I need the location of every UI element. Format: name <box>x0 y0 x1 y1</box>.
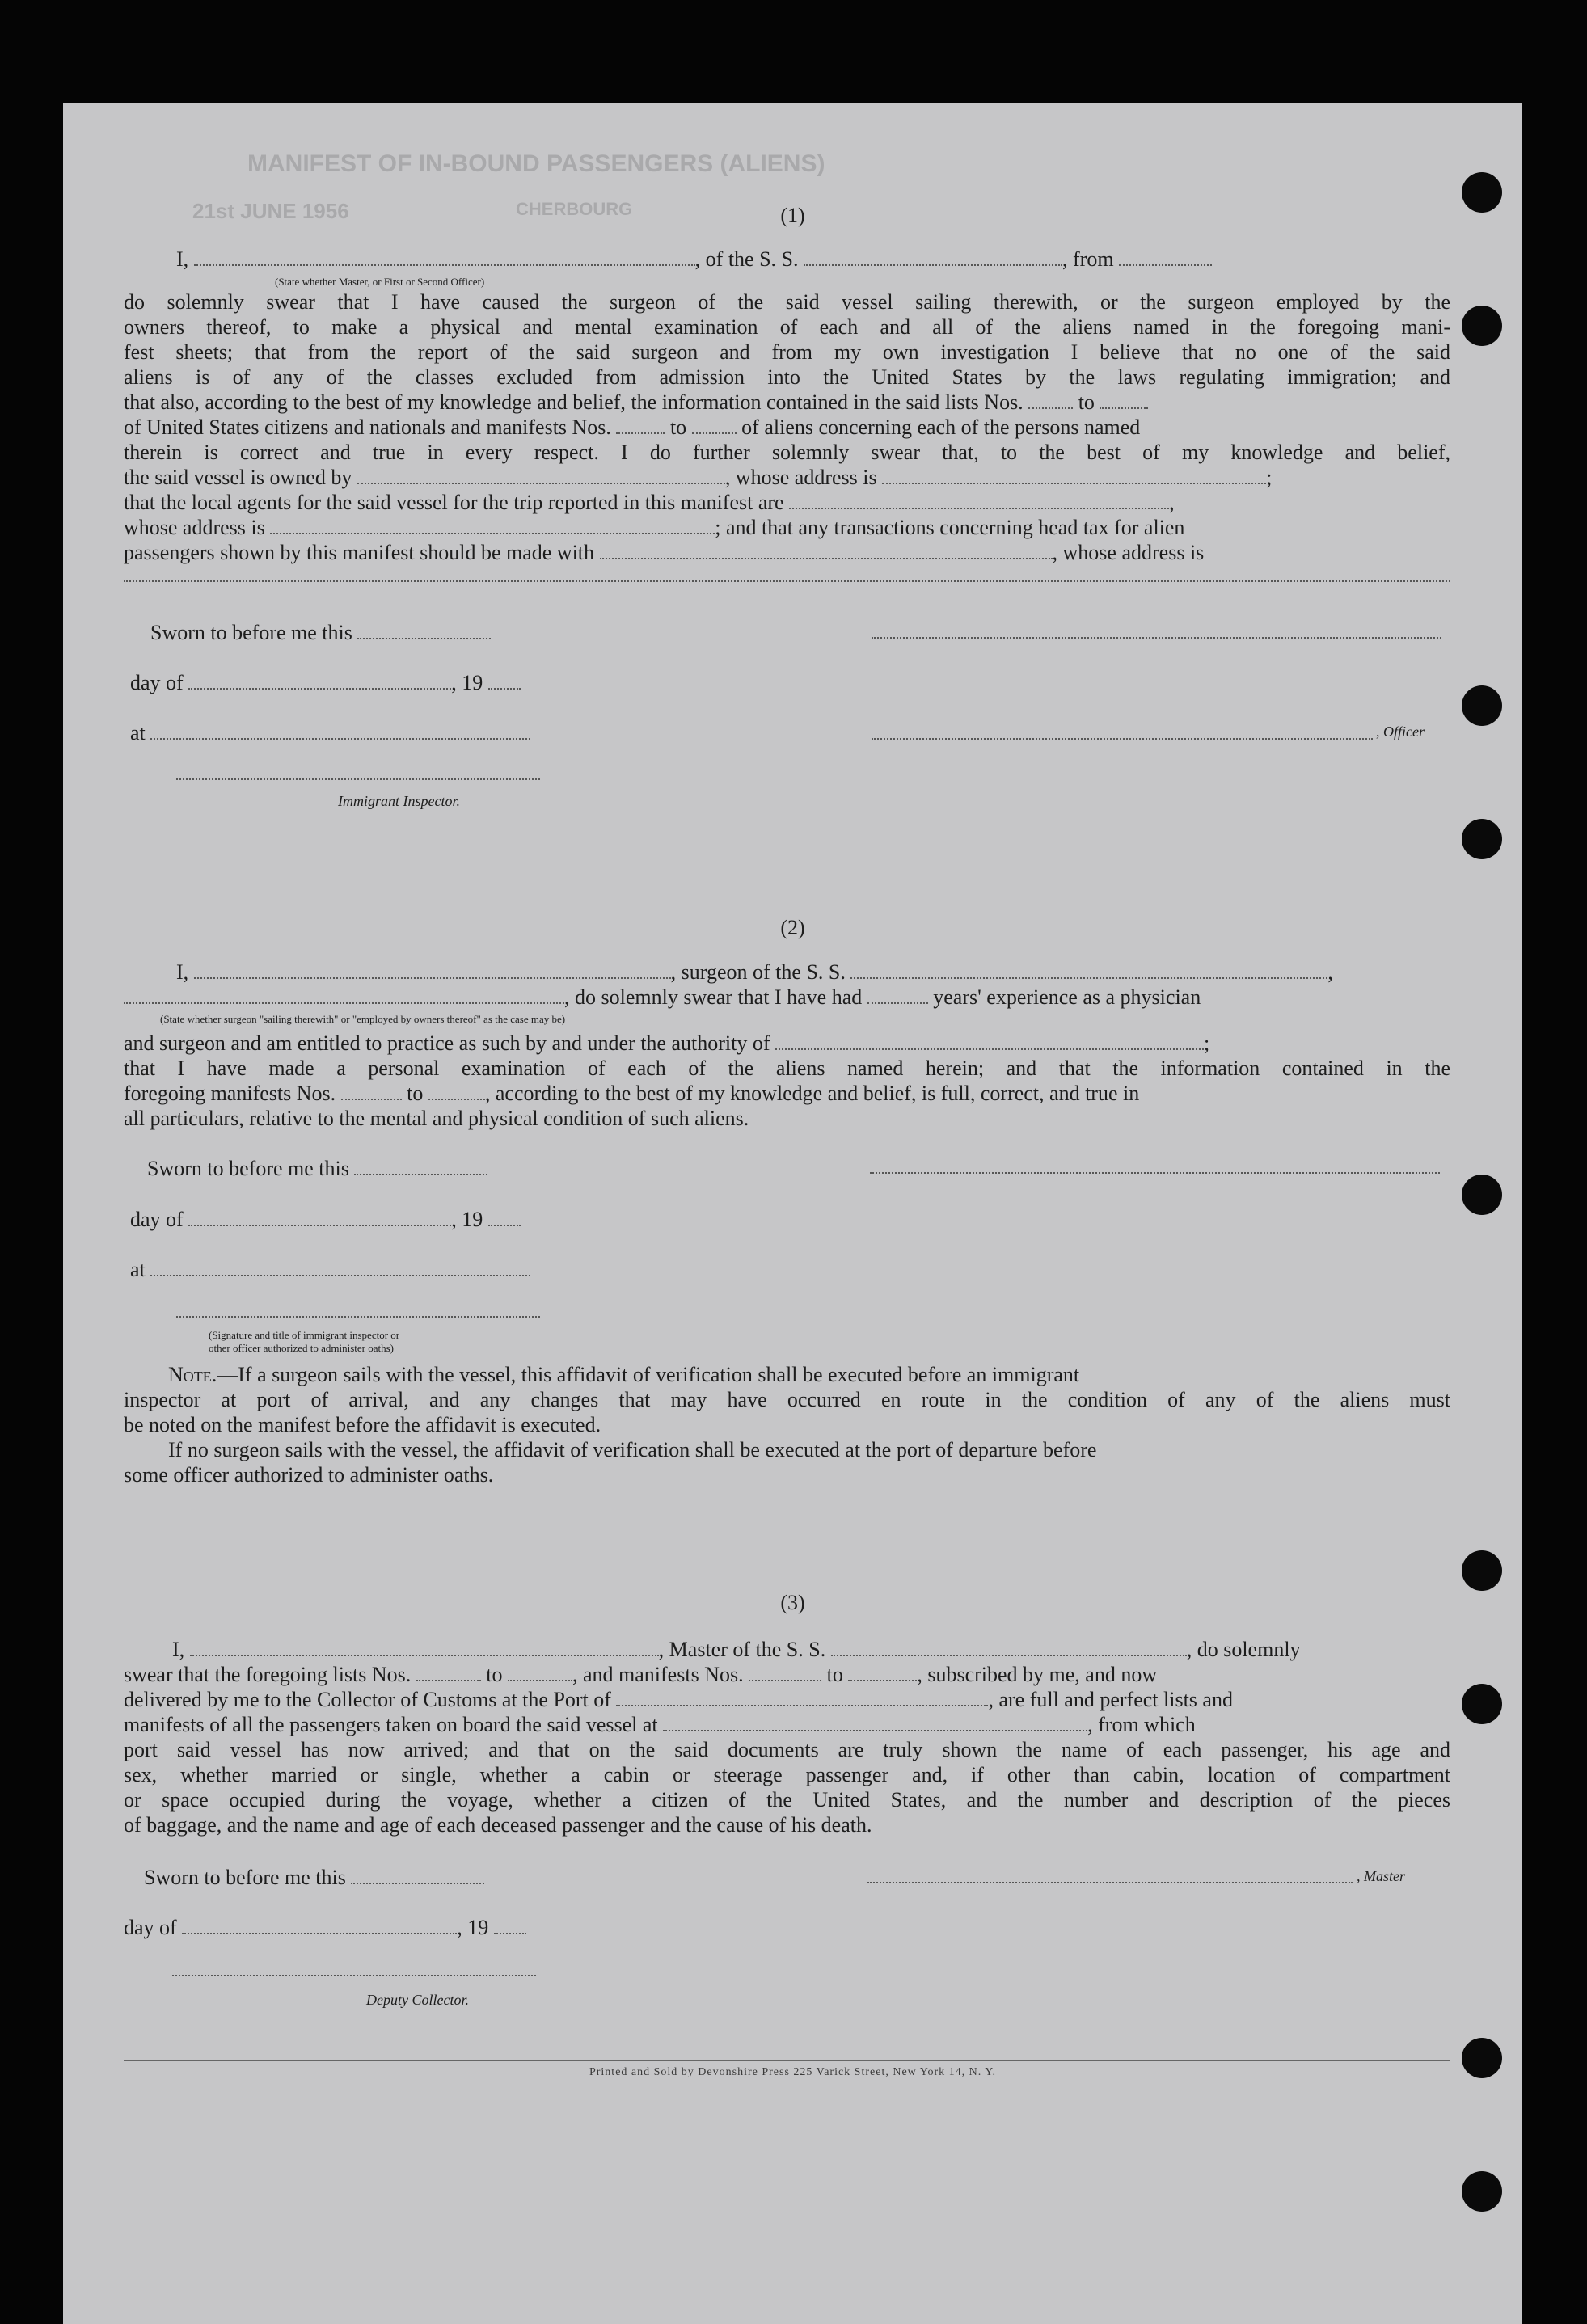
s1-at-line <box>130 721 530 745</box>
s2-vessel-blank <box>850 963 1327 979</box>
punch-hole-9 <box>1462 2171 1502 2212</box>
s2-sailing-blank <box>124 988 564 1004</box>
s1-from-blank <box>1119 250 1212 266</box>
s2-sworn-line <box>147 1157 487 1181</box>
s1-whose-address-label: , whose address is <box>1052 541 1205 564</box>
s1-owner-address-label: , whose address is <box>724 466 877 489</box>
s1-day-blank <box>188 673 451 690</box>
s3-port-label: delivered by me to the Collector of Customs at the Port of <box>124 1688 611 1711</box>
s1-master-name-blank <box>194 250 695 266</box>
s3-line-5: port said vessel has now arrived; and that on the said documents are truly shown the name of each passenger, his age and <box>124 1738 1450 1761</box>
s2-swear-label: , do solemnly swear that I have had <box>564 985 863 1009</box>
s2-signature-note-2: other officer authorized to administer oaths) <box>209 1342 394 1354</box>
s2-comma: , <box>1327 960 1333 984</box>
s2-sworn-label: Sworn to before me this <box>147 1157 349 1180</box>
s1-officer-label: , Officer <box>1376 723 1425 740</box>
ghost-manifest-title: MANIFEST OF IN-BOUND PASSENGERS (ALIENS) <box>247 150 825 177</box>
s2-signature-note-1: (Signature and title of immigrant inspector or <box>209 1329 400 1341</box>
s1-inspector-signature-blank <box>176 778 540 780</box>
s3-deputy-label: Deputy Collector. <box>366 1992 469 2008</box>
s1-owner-address-blank <box>882 468 1266 484</box>
note-label: Note. <box>168 1363 217 1386</box>
s2-sworn-blank <box>354 1159 487 1175</box>
s1-agent-address-blank <box>270 518 715 534</box>
note-line-5: some officer authorized to administer oaths. <box>124 1463 494 1487</box>
s3-manifests-label: , and manifests Nos. <box>572 1663 744 1686</box>
s3-line-3 <box>124 1688 1233 1712</box>
s1-made-with-blank <box>600 543 1053 559</box>
s1-sworn-label: Sworn to before me this <box>150 621 352 644</box>
s1-owned-by-label: the said vessel is owned by <box>124 466 352 489</box>
s1-year-label: , 19 <box>451 671 483 694</box>
s1-lists-from-blank <box>1028 393 1073 409</box>
s3-do-solemnly-label: , do solemnly <box>1186 1638 1301 1661</box>
s1-dayof-label: day of <box>130 671 184 694</box>
s1-agent-address-label: whose address is <box>124 516 265 539</box>
s2-year-blank <box>488 1210 521 1226</box>
s1-l5-text: that also, according to the best of my knowledge and belief, the information contained in the said lists Nos. <box>124 390 1024 414</box>
s1-line-11 <box>124 541 1204 565</box>
s1-line-6 <box>124 415 1140 440</box>
s2-to-label: to <box>407 1082 424 1105</box>
s1-master-note: (State whether Master, or First or Second Officer) <box>275 276 485 288</box>
s2-day-blank <box>188 1210 451 1226</box>
s1-comma: , <box>1169 491 1175 514</box>
s2-surgeon-signature-blank <box>870 1172 1440 1174</box>
s3-line-2 <box>124 1663 1157 1687</box>
s3-master-name-blank <box>190 1640 659 1656</box>
s1-master-line <box>176 247 1212 272</box>
s3-manifests-to-blank <box>848 1665 917 1681</box>
s2-dayof-line <box>130 1208 521 1232</box>
s2-dayof-label: day of <box>130 1208 184 1231</box>
s2-manifests-to-blank <box>428 1084 485 1100</box>
s3-full-perfect-label: , are full and perfect lists and <box>988 1688 1233 1711</box>
s3-sworn-line <box>144 1866 484 1890</box>
s1-address-continuation-blank <box>124 580 1450 582</box>
section-3-heading: (3) <box>780 1591 805 1614</box>
s3-year-label: , 19 <box>457 1916 489 1939</box>
punch-hole-5 <box>1462 1175 1502 1215</box>
s2-line-3 <box>124 1031 1209 1056</box>
s2-i-label: I, <box>176 960 189 984</box>
note-line-4: If no surgeon sails with the vessel, the affidavit of verification shall be executed at the port of departure before <box>168 1438 1097 1461</box>
s3-from-which-label: , from which <box>1087 1713 1196 1736</box>
s2-manifests-label: foregoing manifests Nos. <box>124 1082 336 1105</box>
s3-year-blank <box>494 1918 526 1934</box>
s3-line-4 <box>124 1713 1196 1737</box>
s1-of-ss-label: , of the S. S. <box>694 247 799 271</box>
s3-line-7: or space occupied during the voyage, whether a citizen of the United States, and the number and description of the pieces <box>124 1788 1450 1812</box>
s1-sworn-line <box>150 621 491 645</box>
s1-line-2: owners thereof, to make a physical and mental examination of each and all of the aliens named in the foregoing mani- <box>124 315 1450 339</box>
s3-dayof-label: day of <box>124 1916 177 1939</box>
s2-surgeon-name-blank <box>194 963 671 979</box>
s3-master-signature-blank <box>867 1882 1353 1883</box>
footer-rule <box>124 2060 1450 2061</box>
s1-line-8 <box>124 466 1272 490</box>
section-2-heading: (2) <box>780 916 805 939</box>
printer-imprint: Printed and Sold by Devonshire Press 225 Varick Street, New York 14, N. Y. <box>589 2066 997 2078</box>
s3-lists-from-blank <box>416 1665 481 1681</box>
s2-surgeon-line <box>176 960 1333 985</box>
s2-swear-line <box>124 985 1201 1010</box>
s3-taken-on-board-label: manifests of all the passengers taken on board the said vessel at <box>124 1713 658 1736</box>
s3-manifests-from-blank <box>749 1665 821 1681</box>
s3-departure-port-blank <box>663 1715 1087 1731</box>
s1-l6-text: of United States citizens and nationals and manifests Nos. <box>124 415 611 439</box>
s1-line-7: therein is correct and true in every respect. I do further solemnly swear that, to the best of my knowledge and belief, <box>124 441 1450 464</box>
s1-inspector-label: Immigrant Inspector. <box>338 793 460 809</box>
s2-authority-label: and surgeon and am entitled to practice as such by and under the authority of <box>124 1031 770 1055</box>
s2-at-label: at <box>130 1258 146 1281</box>
punch-hole-6 <box>1462 1550 1502 1591</box>
s1-manifests-to-blank <box>692 418 737 434</box>
s1-l6-text-b: of aliens concerning each of the persons named <box>741 415 1141 439</box>
s3-i-label: I, <box>172 1638 185 1661</box>
s1-manifests-from-blank <box>616 418 665 434</box>
s3-subscribed-label: , subscribed by me, and now <box>917 1663 1158 1686</box>
s1-line-9 <box>124 491 1175 515</box>
punch-hole-7 <box>1462 1684 1502 1724</box>
note-text-1: —If a surgeon sails with the vessel, this affidavit of verification shall be executed before an immigrant <box>217 1363 1080 1386</box>
s1-officer-line-blank <box>872 738 1373 740</box>
s3-master-line <box>172 1638 1301 1662</box>
s2-at-blank <box>150 1260 530 1276</box>
s3-to-label-2: to <box>826 1663 843 1686</box>
s1-agents-label: that the local agents for the said vessel for the trip reported in this manifest are <box>124 491 784 514</box>
s1-sworn-blank <box>357 623 491 639</box>
s3-to-label-1: to <box>486 1663 503 1686</box>
s1-lists-to-blank <box>1100 393 1148 409</box>
s1-line-3: fest sheets; that from the report of the said surgeon and from my own investigation I believe that no one of the said <box>124 340 1450 364</box>
s1-owner-blank <box>357 468 725 484</box>
punch-hole-3 <box>1462 685 1502 726</box>
s2-years-blank <box>867 988 928 1004</box>
s2-semicolon: ; <box>1204 1031 1210 1055</box>
note-line-2: inspector at port of arrival, and any changes that may have occurred en route in the condition of any of the aliens must <box>124 1388 1450 1411</box>
s2-at-line <box>130 1258 530 1282</box>
s3-vessel-blank <box>831 1640 1187 1656</box>
note-line-3: be noted on the manifest before the affidavit is executed. <box>124 1413 601 1436</box>
s3-lists-label: swear that the foregoing lists Nos. <box>124 1663 412 1686</box>
s2-line-6: all particulars, relative to the mental and physical condition of such aliens. <box>124 1107 749 1130</box>
s2-inspector-signature-blank <box>176 1316 540 1318</box>
s3-lists-to-blank <box>508 1665 572 1681</box>
s2-year-label: , 19 <box>451 1208 483 1231</box>
s2-authority-blank <box>775 1034 1204 1050</box>
ghost-port-from: CHERBOURG <box>516 199 633 219</box>
section-1-heading: (1) <box>780 204 805 227</box>
note-line-1 <box>168 1363 1079 1387</box>
s1-line-10 <box>124 516 1184 540</box>
s3-line-8: of baggage, and the name and age of each deceased passenger and the cause of his death. <box>124 1813 872 1837</box>
s1-officer-signature-blank <box>872 637 1441 639</box>
s1-at-label: at <box>130 721 146 744</box>
s1-made-with-label: passengers shown by this manifest should be made with <box>124 541 595 564</box>
s1-l6-to: to <box>669 415 687 439</box>
s1-at-blank <box>150 723 530 740</box>
s3-sworn-label: Sworn to before me this <box>144 1866 346 1889</box>
s3-collector-signature-blank <box>172 1975 536 1976</box>
s3-master-of-label: , Master of the S. S. <box>658 1638 826 1661</box>
ghost-date: 21st JUNE 1956 <box>192 199 349 223</box>
s2-surgeon-note: (State whether surgeon "sailing therewith" or "employed by owners thereof" as the case may be) <box>160 1013 566 1025</box>
s1-line-1: do solemnly swear that I have caused the surgeon of the said vessel sailing therewith, or the surgeon employed by the <box>124 290 1450 314</box>
s3-line-6: sex, whether married or single, whether a cabin or steerage passenger and, if other than cabin, location of compartment <box>124 1763 1450 1786</box>
s1-l5-to: to <box>1078 390 1095 414</box>
s2-years-label: years' experience as a physician <box>933 985 1201 1009</box>
punch-hole-4 <box>1462 819 1502 859</box>
s1-semicolon: ; <box>1266 466 1273 489</box>
manifest-verification-sheet <box>63 103 1522 2324</box>
s3-dayof-line <box>124 1916 526 1940</box>
s1-from-label: , from <box>1062 247 1114 271</box>
s1-i-label: I, <box>176 247 189 271</box>
punch-hole-8 <box>1462 2038 1502 2078</box>
s1-dayof-line <box>130 671 521 695</box>
s2-according-label: , according to the best of my knowledge and belief, is full, correct, and true in <box>484 1082 1140 1105</box>
s3-port-blank <box>616 1690 988 1706</box>
s3-sworn-blank <box>351 1868 484 1884</box>
s3-day-blank <box>182 1918 457 1934</box>
s3-master-label: , Master <box>1357 1868 1405 1884</box>
s1-headtax-label: ; and that any transactions concerning head tax for alien <box>715 516 1185 539</box>
s2-line-5 <box>124 1082 1139 1106</box>
s1-line-5 <box>124 390 1148 415</box>
s1-year-blank <box>488 673 521 690</box>
s1-line-4: aliens is of any of the classes excluded from admission into the United States by the laws regulating immigration; and <box>124 365 1450 389</box>
punch-hole-1 <box>1462 172 1502 213</box>
s2-line-4: that I have made a personal examination of each of the aliens named herein; and that the information contained in the <box>124 1057 1450 1080</box>
s1-vessel-blank <box>804 250 1062 266</box>
s1-agents-blank <box>789 493 1169 509</box>
punch-hole-2 <box>1462 306 1502 346</box>
s2-surgeon-of-label: , surgeon of the S. S. <box>670 960 846 984</box>
s2-manifests-from-blank <box>341 1084 402 1100</box>
